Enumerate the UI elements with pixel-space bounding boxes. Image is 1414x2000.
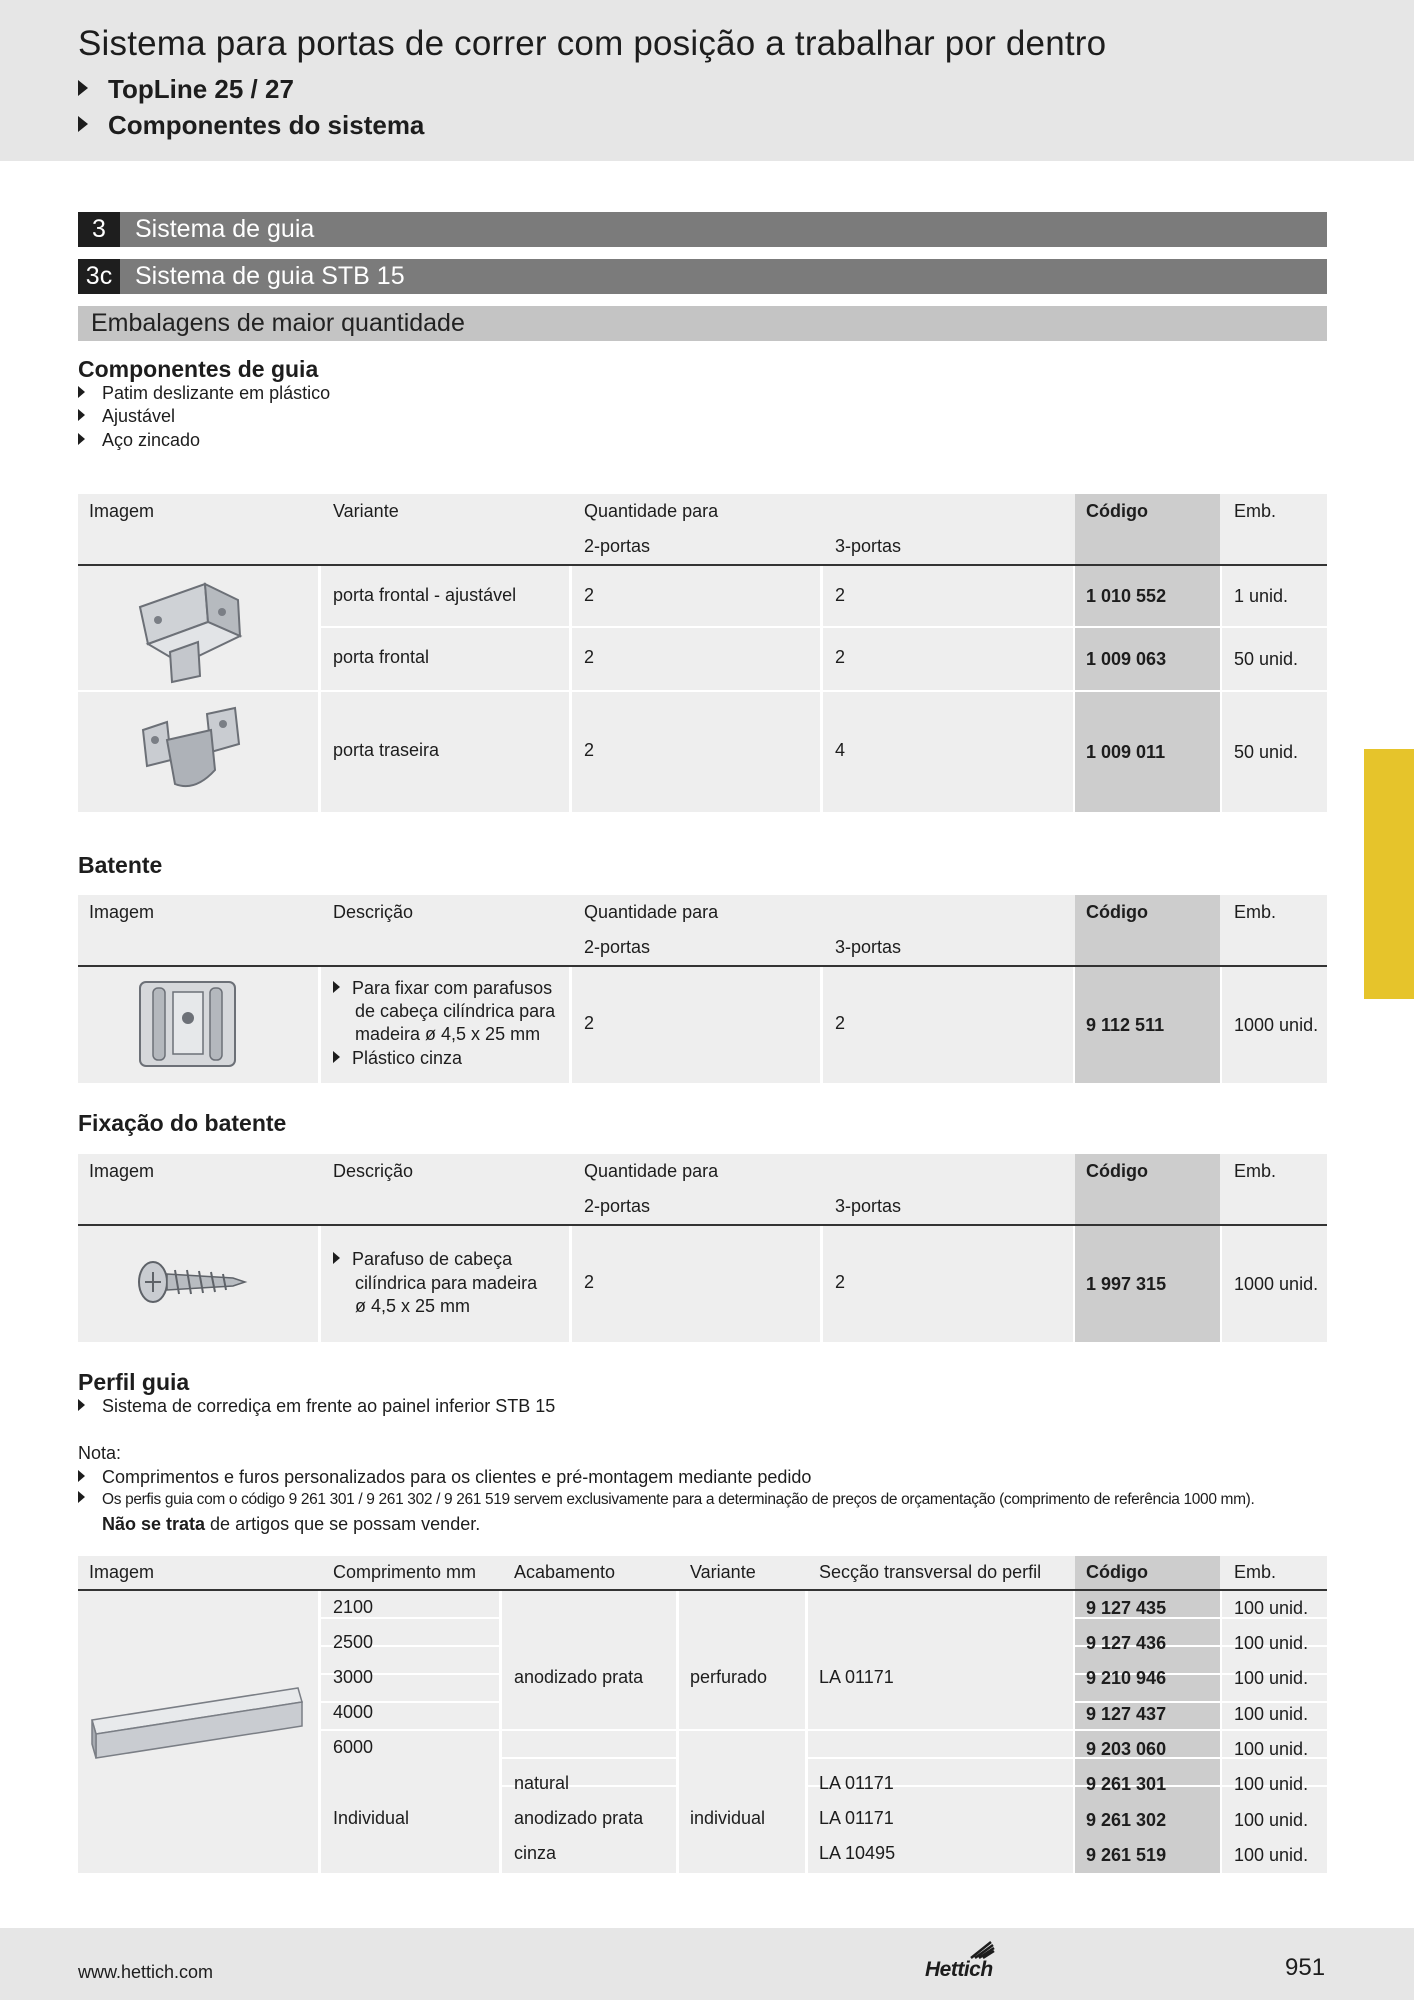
product-code: 9 210 946 bbox=[1086, 1668, 1167, 1688]
triangle-bullet-icon bbox=[78, 80, 88, 96]
description-bullet: Plástico cinza bbox=[333, 1047, 462, 1070]
section-cell: LA 01171 bbox=[819, 1773, 894, 1793]
bullet-item: Aço zincado bbox=[78, 430, 200, 451]
length-cell: 4000 bbox=[333, 1702, 374, 1722]
table-cell: 2 bbox=[584, 1013, 595, 1033]
section-bar bbox=[78, 212, 1327, 247]
table-cell: 2 bbox=[835, 585, 846, 605]
section-number: 3 bbox=[78, 212, 120, 247]
product-code: 1 010 552 bbox=[1086, 586, 1167, 606]
col-header-image: Imagem bbox=[89, 902, 155, 922]
profile-heading: Perfil guia bbox=[78, 1369, 190, 1395]
hettich-logo: Hettich bbox=[925, 1938, 997, 1982]
finish-cell: cinza bbox=[514, 1843, 557, 1863]
pack-cell: 100 unid. bbox=[1234, 1810, 1309, 1830]
description-line: de cabeça cilíndrica para bbox=[355, 1001, 556, 1021]
col-header-3portas: 3-portas bbox=[835, 937, 902, 957]
description-bullet: Parafuso de cabeça bbox=[333, 1248, 512, 1271]
pack-cell: 100 unid. bbox=[1234, 1633, 1309, 1653]
triangle-bullet-icon bbox=[333, 1051, 340, 1063]
description-bullet: Para fixar com parafusos bbox=[333, 977, 552, 1000]
col-header-variant: Variante bbox=[690, 1562, 756, 1582]
triangle-bullet-icon bbox=[78, 386, 85, 398]
col-header-3portas: 3-portas bbox=[835, 1196, 902, 1216]
description-line: ø 4,5 x 25 mm bbox=[355, 1296, 471, 1316]
product-code: 1 009 063 bbox=[1086, 649, 1167, 669]
stop-heading: Batente bbox=[78, 852, 163, 878]
product-code: 9 261 301 bbox=[1086, 1774, 1167, 1794]
section-label: Sistema de guia STB 15 bbox=[135, 262, 405, 290]
rear-guide-bracket-image bbox=[135, 700, 245, 800]
pack-cell: 100 unid. bbox=[1234, 1598, 1309, 1618]
finish-cell: anodizado prata bbox=[514, 1808, 644, 1828]
product-code: 1 997 315 bbox=[1086, 1274, 1167, 1294]
col-header-2portas: 2-portas bbox=[584, 937, 651, 957]
pack-cell: 100 unid. bbox=[1234, 1774, 1309, 1794]
col-header-length: Comprimento mm bbox=[333, 1562, 477, 1582]
table-cell: 2 bbox=[835, 1013, 846, 1033]
finish-cell: natural bbox=[514, 1773, 570, 1793]
note-item: Comprimentos e furos personalizados para os clientes e pré-montagem mediante pedido bbox=[78, 1467, 811, 1488]
product-code: 9 261 519 bbox=[1086, 1845, 1167, 1865]
triangle-bullet-icon bbox=[333, 981, 340, 993]
pack-cell: 100 unid. bbox=[1234, 1845, 1309, 1865]
subsection-bar: Embalagens de maior quantidade bbox=[78, 306, 1327, 341]
table-cell: 2 bbox=[584, 1272, 595, 1292]
table-cell: porta traseira bbox=[333, 740, 440, 760]
website-link[interactable]: www.hettich.com bbox=[78, 1962, 214, 1982]
bullet-item: Patim deslizante em plástico bbox=[78, 383, 330, 404]
breadcrumb-item: Componentes do sistema bbox=[78, 110, 424, 141]
triangle-bullet-icon bbox=[78, 433, 85, 445]
col-header-3portas: 3-portas bbox=[835, 536, 902, 556]
product-code: 9 127 436 bbox=[1086, 1633, 1167, 1653]
product-code: 1 009 011 bbox=[1086, 742, 1166, 762]
guide-profile-image bbox=[86, 1680, 311, 1770]
col-header-section: Secção transversal do perfil bbox=[819, 1562, 1042, 1582]
section-number: 3c bbox=[78, 259, 120, 294]
col-header-2portas: 2-portas bbox=[584, 1196, 651, 1216]
page-number: 951 bbox=[1285, 1954, 1326, 1981]
table-cell: 4 bbox=[835, 740, 846, 760]
fix-heading: Fixação do batente bbox=[78, 1110, 287, 1136]
triangle-bullet-icon bbox=[78, 1491, 85, 1503]
length-cell: 6000 bbox=[333, 1737, 374, 1757]
adjustable-guide-bracket-image bbox=[130, 572, 245, 687]
table-cell: 1 unid. bbox=[1234, 586, 1289, 606]
bullet-item: Sistema de corrediça em frente ao painel inferior STB 15 bbox=[78, 1396, 555, 1417]
triangle-bullet-icon bbox=[333, 1252, 340, 1264]
col-header-2portas: 2-portas bbox=[584, 536, 651, 556]
guide-heading: Componentes de guia bbox=[78, 356, 319, 382]
product-code: 9 127 435 bbox=[1086, 1598, 1167, 1618]
note-label: Nota: bbox=[78, 1443, 122, 1463]
screw-image bbox=[133, 1252, 253, 1312]
variant-cell: perfurado bbox=[690, 1667, 768, 1687]
product-code: 9 203 060 bbox=[1086, 1739, 1167, 1759]
section-cell: LA 10495 bbox=[819, 1843, 896, 1863]
length-cell: 2500 bbox=[333, 1632, 374, 1652]
col-header-code: Código bbox=[1086, 501, 1148, 521]
table-cell: 2 bbox=[584, 647, 595, 667]
triangle-bullet-icon bbox=[78, 1470, 85, 1482]
triangle-bullet-icon bbox=[78, 1399, 85, 1411]
section-label: Sistema de guia bbox=[135, 215, 315, 243]
col-header-qty: Quantidade para bbox=[584, 1161, 719, 1181]
logo-mark-icon bbox=[969, 1938, 995, 1960]
variant-cell: individual bbox=[690, 1808, 766, 1828]
note-item: Os perfis guia com o código 9 261 301 / 9 261 302 / 9 261 519 servem exclusivamente para a determinação de preços de orçamentação (comprimento de referência 1000 mm). bbox=[78, 1491, 1254, 1509]
length-cell: 2100 bbox=[333, 1597, 374, 1617]
description-line: cilíndrica para madeira bbox=[355, 1273, 538, 1293]
section-cell: LA 01171 bbox=[819, 1808, 894, 1828]
col-header-pack: Emb. bbox=[1234, 902, 1277, 922]
table-cell: 2 bbox=[835, 647, 846, 667]
length-cell: Individual bbox=[333, 1808, 410, 1828]
table-cell: 2 bbox=[584, 740, 595, 760]
col-header-desc: Descrição bbox=[333, 1161, 414, 1181]
table-cell: 2 bbox=[584, 585, 595, 605]
table-cell: 1000 unid. bbox=[1234, 1274, 1319, 1294]
col-header-code: Código bbox=[1086, 1562, 1148, 1582]
col-header-pack: Emb. bbox=[1234, 1562, 1277, 1582]
col-header-qty: Quantidade para bbox=[584, 501, 719, 521]
table-cell: porta frontal bbox=[333, 647, 430, 667]
pack-cell: 100 unid. bbox=[1234, 1739, 1309, 1759]
table-cell: 1000 unid. bbox=[1234, 1015, 1319, 1035]
pack-cell: 100 unid. bbox=[1234, 1704, 1309, 1724]
col-header-pack: Emb. bbox=[1234, 1161, 1277, 1181]
col-header-image: Imagem bbox=[89, 1562, 155, 1582]
col-header-desc: Descrição bbox=[333, 902, 414, 922]
triangle-bullet-icon bbox=[78, 116, 88, 132]
table-cell: 50 unid. bbox=[1234, 649, 1299, 669]
triangle-bullet-icon bbox=[78, 409, 85, 421]
table-cell: 50 unid. bbox=[1234, 742, 1299, 762]
product-code: 9 261 302 bbox=[1086, 1810, 1167, 1830]
table-cell: porta frontal - ajustável bbox=[333, 585, 517, 605]
section-cell: LA 01171 bbox=[819, 1667, 894, 1687]
description-line: madeira ø 4,5 x 25 mm bbox=[355, 1024, 541, 1044]
col-header-pack: Emb. bbox=[1234, 501, 1277, 521]
col-header-qty: Quantidade para bbox=[584, 902, 719, 922]
bullet-item: Ajustável bbox=[78, 406, 175, 427]
col-header-image: Imagem bbox=[89, 501, 155, 521]
col-header-finish: Acabamento bbox=[514, 1562, 616, 1582]
length-cell: 3000 bbox=[333, 1667, 374, 1687]
note-item: Não se trata de artigos que se possam vender. bbox=[102, 1514, 481, 1534]
breadcrumb-item: TopLine 25 / 27 bbox=[78, 74, 294, 105]
col-header-image: Imagem bbox=[89, 1161, 155, 1181]
stop-block-image bbox=[135, 976, 245, 1076]
table-cell: 2 bbox=[835, 1272, 846, 1292]
page-title: Sistema para portas de correr com posição a trabalhar por dentro bbox=[78, 24, 1107, 63]
product-code: 9 127 437 bbox=[1086, 1704, 1167, 1724]
product-code: 9 112 511 bbox=[1086, 1015, 1165, 1035]
chapter-tab bbox=[1364, 749, 1414, 999]
section-bar bbox=[78, 259, 1327, 294]
finish-cell: anodizado prata bbox=[514, 1667, 644, 1687]
col-header-code: Código bbox=[1086, 902, 1148, 922]
pack-cell: 100 unid. bbox=[1234, 1668, 1309, 1688]
col-header-code: Código bbox=[1086, 1161, 1148, 1181]
col-header-variant: Variante bbox=[333, 501, 399, 521]
